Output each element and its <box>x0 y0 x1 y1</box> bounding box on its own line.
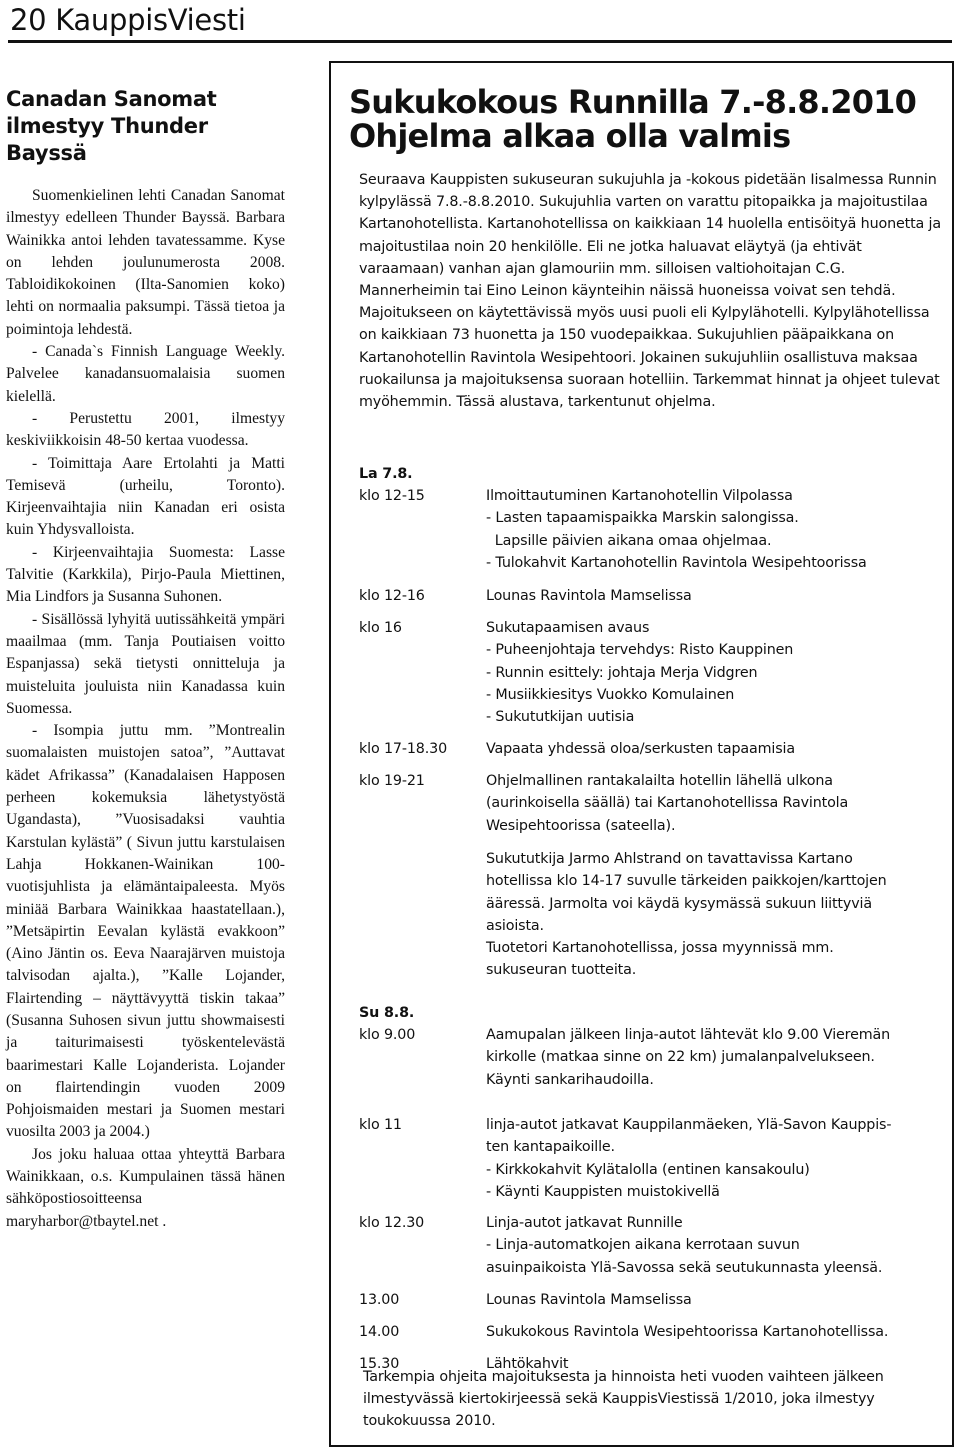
schedule-line: Lähtökahvit <box>486 1356 569 1373</box>
day-heading: Su 8.8. <box>359 1005 415 1021</box>
schedule-line: Aamupalan jälkeen linja-autot lähtevät klo 9.00 Vieremän <box>486 1027 891 1044</box>
schedule-line: Käynti sankarihaudoilla. <box>486 1071 654 1088</box>
left-paragraph: - Sisällössä lyhyitä uutissähkeitä ympäri maailmaa (mm. Tanja Poutiaisen voitto Espanjassa) sekä tietysti onnitteluja ja muisteluita jouluista niin Kanadassa kuin Suomessa. <box>6 610 285 717</box>
schedule-line: Sukutapaamisen avaus <box>486 620 650 637</box>
schedule-time: klo 9.00 <box>359 1027 416 1044</box>
schedule-line: - Tulokahvit Kartanohotellin Ravintola Wesipehtoorissa <box>486 554 867 571</box>
intro-text: Seuraava Kauppisten sukuseuran sukujuhla ja -kokous pidetään Iisalmessa Runnin kylpylässä 7.8.-8.8.2010. Sukujuhlia varten on varattu pitopaikka ja majoitustilaa Kartanohotellista. Kartanohotellissa on kaikkiaan 14 huolella entisöityä huonetta ja majoitustilaa noin 20 henkilölle. Eli ne jotka haluavat eläytyä (ja ehtivät varaamaan) vanhan ajan glamouriin mm. silloisen valtiohoitajan C.G. Mannerheimin tai Eino Leinon käynteihin näissä huoneissa voivat sen tehdä. Majoitukseen on käytettävissä myös uusi puoli eli Kylpylähotelli. Kylpylähotellissa on kaikkiaan 73 huonetta ja 150 vuodepaikkaa. Sukujuhlien pääpaikkana on Kartanohotellin Ravintola Wesipehtoori. Jokainen sukujuhliin osallistuva maksaa ruokailunsa ja majoituksensa suoraan hotelliin. Tarkemmat hinnat ja ohjeet tulevat myöhemmin. Tässä alustava, tarkentunut ohjelma. <box>359 172 941 411</box>
left-paragraph: - Isompia juttu mm. ”Montrealin suomalaisten muistojen satoa”, ”Auttavat kädet Afrikassa” (Kanadalaisen Happosen perheen kokemuksia lähetystyöstä Ugandasta), ”Vuosisadaksi vauhtia Karstulan kylästä” ( Sivun juttu karstulaisen Lahja Hokkanen-Wainikan 100-vuotisjuhlista ja elämäntaipaleesta. Myös miniää Barbara Wainikkaa haastatellaan.), ”Metsäpirtin Eevalan kylästä evakkoon” (Aino Jäntin os. Eeva Naarajärven muistoja talvisodan ajalta.), ”Kalle Lojander, Flairtending – näyttävyyttä tiskin takaa” (Susanna Suhosen sivun juttu showmaisesti ja taiturimaisesti työskentelevästä baarimestari Kalle Lojanderista. Lojander on flairtendingin vuoden 2009 Pohjoismaiden mestari ja Suomen mestari vuosilta 2003 ja 2004.) <box>6 722 285 1141</box>
schedule-line: Linja-autot jatkavat Runnille <box>486 1215 683 1232</box>
schedule-description <box>486 1024 946 1091</box>
left-paragraph: - Kirjeenvaihtajia Suomesta: Lasse Talvitie (Karkkila), Pirjo-Paula Miettinen, Mia Lindfors ja Susanna Suhonen. <box>6 543 285 606</box>
left-paragraph: - Canada`s Finnish Language Weekly. Palvelee kanadansuomalaisia suomen kielellä. <box>6 343 285 405</box>
schedule-description <box>486 1321 946 1343</box>
schedule-time: klo 16 <box>359 620 402 637</box>
schedule-time: klo 12-15 <box>359 488 425 505</box>
right-article-title <box>349 85 949 153</box>
schedule-line: ten kantapaikoille. <box>486 1139 615 1156</box>
schedule-line: - Kirkkokahvit Kylätalolla (entinen kansakoulu) <box>486 1161 810 1178</box>
schedule-description <box>486 1212 946 1279</box>
schedule-line: (aurinkoisella säällä) tai Kartanohotellissa Ravintola <box>486 795 849 812</box>
schedule-description <box>486 770 946 837</box>
intro-paragraph <box>359 169 944 413</box>
schedule-line: - Linja-automatkojen aikana kerrotaan suvun <box>486 1237 800 1254</box>
masthead <box>8 0 952 44</box>
schedule-line: - Puheenjohtaja tervehdys: Risto Kauppinen <box>486 642 794 659</box>
schedule-description <box>486 585 946 607</box>
title-line-2: Ohjelma alkaa olla valmis <box>349 117 791 155</box>
right-article-box <box>329 61 954 1447</box>
schedule-line: Wesipehtoorissa (sateella). <box>486 817 676 834</box>
schedule-description <box>486 617 946 728</box>
schedule-line: Lounas Ravintola Mamselissa <box>486 588 692 605</box>
schedule-time: klo 17-18.30 <box>359 741 448 758</box>
schedule-time: klo 12.30 <box>359 1215 425 1232</box>
left-article-title: Canadan Sanomat ilmestyy Thunder Bayssä <box>6 87 217 165</box>
schedule-time: 15.30 <box>359 1356 400 1373</box>
footer-note: Tarkempia ohjeita majoituksesta ja hinnoista heti vuoden vaihteen jälkeen ilmestyvässä kiertokirjeessä sekä KauppisViestissä 1/2010, joka ilmestyy toukokuussa 2010. <box>363 1369 884 1430</box>
schedule-time: 13.00 <box>359 1292 400 1309</box>
schedule-line: - Sukututkijan uutisia <box>486 709 635 726</box>
left-paragraph: - Perustettu 2001, ilmestyy keskiviikkoisin 48-50 kertaa vuodessa. <box>6 409 285 450</box>
schedule-time: 14.00 <box>359 1324 400 1341</box>
schedule-time: klo 12-16 <box>359 588 425 605</box>
schedule-line: Sukukokous Ravintola Wesipehtoorissa Kartanohotellissa. <box>486 1324 889 1341</box>
schedule-line: Vapaata yhdessä oloa/serkusten tapaamisia <box>486 741 795 758</box>
masthead-rule <box>8 40 952 43</box>
schedule-line: Lapsille päivien aikana omaa ohjelmaa. <box>486 532 772 549</box>
schedule-line: sukuseuran tuotteita. <box>486 962 637 979</box>
schedule-description <box>486 485 946 574</box>
schedule-line: Tuotetori Kartanohotellissa, jossa myynnissä mm. <box>486 940 834 957</box>
schedule-line: asuinpaikoista Ylä-Savossa sekä seutukunnasta yleensä. <box>486 1259 883 1276</box>
left-paragraph: Jos joku haluaa ottaa yhteyttä Barbara Wainikkaan, o.s. Kumpulainen tässä hänen sähköpostiosoitteensa maryharbor@tbaytel.net . <box>6 1145 285 1230</box>
schedule-line: Ilmoittautuminen Kartanohotellin Vilpolassa <box>486 488 793 505</box>
left-paragraph: Suomenkielinen lehti Canadan Sanomat ilmestyy edelleen Thunder Bayssä. Barbara Wainikka antoi lehden tavatessamme. Kyse on lehden joulunumerosta 2008. Tabloidikokoinen (Ilta-Sanomien koko) lehti on normaalia paksumpi. Tässä tietoa ja poimintoja lehdestä. <box>6 187 285 338</box>
masthead-title: 20 KauppisViesti <box>10 3 246 37</box>
schedule-day-2 <box>359 1002 949 1373</box>
schedule-day-1 <box>359 463 949 979</box>
title-line-1: Sukukokous Runnilla 7.-8.8.2010 <box>349 83 917 121</box>
schedule-line: asioista. <box>486 917 544 934</box>
schedule-line: kirkolle (matkaa sinne on 22 km) jumalanpalvelukseen. <box>486 1049 875 1066</box>
schedule-line: linja-autot jatkavat Kauppilanmäeken, Ylä-Savon Kauppis- <box>486 1117 892 1134</box>
schedule-line: - Käynti Kauppisten muistokivellä <box>486 1183 720 1200</box>
schedule-line: Ohjelmallinen rantakalailta hotellin lähellä ulkona <box>486 773 833 790</box>
left-paragraph: - Toimittaja Aare Ertolahti ja Matti Temisevä (urheilu, Toronto). Kirjeenvaihtajia niin Kanadan eri osista kuin Yhdysvalloista. <box>6 454 285 539</box>
schedule-description <box>486 1289 946 1311</box>
schedule-line: ääressä. Jarmolta voi käydä kysymässä sukuun liittyviä <box>486 895 872 912</box>
schedule-line: - Lasten tapaamispaikka Marskin salongissa. <box>486 510 799 527</box>
schedule-time: klo 11 <box>359 1117 402 1134</box>
left-article <box>6 86 285 1233</box>
schedule-description <box>486 1114 946 1203</box>
schedule-line: - Musiikkiesitys Vuokko Komulainen <box>486 686 735 703</box>
schedule-description <box>486 738 946 760</box>
schedule-line: - Runnin esittely: johtaja Merja Vidgren <box>486 664 758 681</box>
schedule-line: Sukututkija Jarmo Ahlstrand on tavattavissa Kartano <box>486 851 853 868</box>
schedule-description <box>486 848 946 981</box>
schedule-line: Lounas Ravintola Mamselissa <box>486 1292 692 1309</box>
day-heading: La 7.8. <box>359 466 413 482</box>
schedule-time: klo 19-21 <box>359 773 425 790</box>
schedule-line: hotellissa klo 14-17 suvulle tärkeiden paikkojen/karttojen <box>486 873 887 890</box>
